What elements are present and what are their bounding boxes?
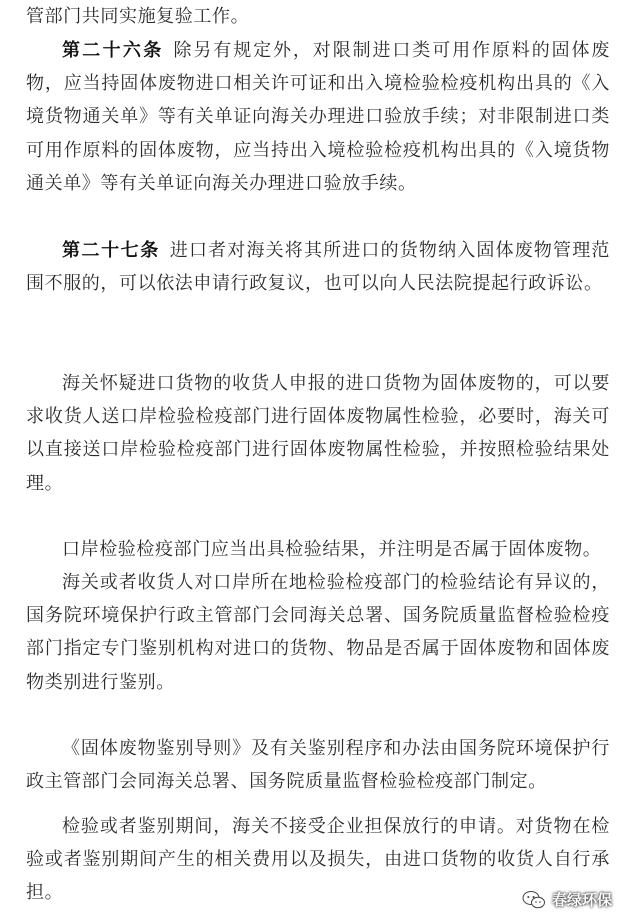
paragraph-guideline: 《固体废物鉴别导则》及有关鉴别程序和办法由国务院环境保护行政主管部门会同海关总署、国务院质量监督检验检疫部门制定。 [26,738,610,793]
article-27-label: 第二十七条 [62,240,160,261]
article-26 [26,34,610,200]
paragraph-customs-suspicion: 海关怀疑进口货物的收货人申报的进口货物为固体废物的，可以要求收货人送口岸检验检疫部门进行固体废物属性检验，必要时，海关可以直接送口岸检验检疫部门进行固体废物属性检验，并按照检验结果处理。 [26,373,610,494]
article-27 [26,234,610,300]
watermark [522,889,612,910]
article-26-label: 第二十六条 [62,40,164,61]
paragraph-guarantee: 检验或者鉴别期间，海关不接受企业担保放行的申请。对货物在检验或者鉴别期间产生的相关费用以及损失，由进口货物的收货人自行承担。 [26,816,610,904]
article-26-text: 除另有规定外，对限制进口类可用作原料的固体废物，应当持固体废物进口相关许可证和出入境检验检疫机构出具的《入境货物通关单》等有关单证向海关办理进口验放手续；对非限制进口类可用作原料的固体废物，应当持出入境检验检疫机构出具的《入境货物通关单》等有关单证向海关办理进口验放手续。 [26,40,610,194]
article-27-text: 进口者对海关将其所进口的货物纳入固体废物管理范围不服的，可以依法申请行政复议，也可以向人民法院提起行政诉讼。 [26,240,610,295]
paragraph-continuation: 管部门共同实施复验工作。 [26,6,250,27]
paragraph-objection: 海关或者收货人对口岸所在地检验检疫部门的检验结论有异议的，国务院环境保护行政主管部门会同海关总署、国务院质量监督检验检疫部门指定专门鉴别机构对进口的货物、物品是否属于固体废物和固体废物类别进行鉴别。 [26,572,610,693]
paragraph-inspection-result: 口岸检验检疫部门应当出具检验结果，并注明是否属于固体废物。 [62,539,602,560]
wechat-icon [522,890,546,910]
watermark-text: 春绿环保 [551,891,612,909]
